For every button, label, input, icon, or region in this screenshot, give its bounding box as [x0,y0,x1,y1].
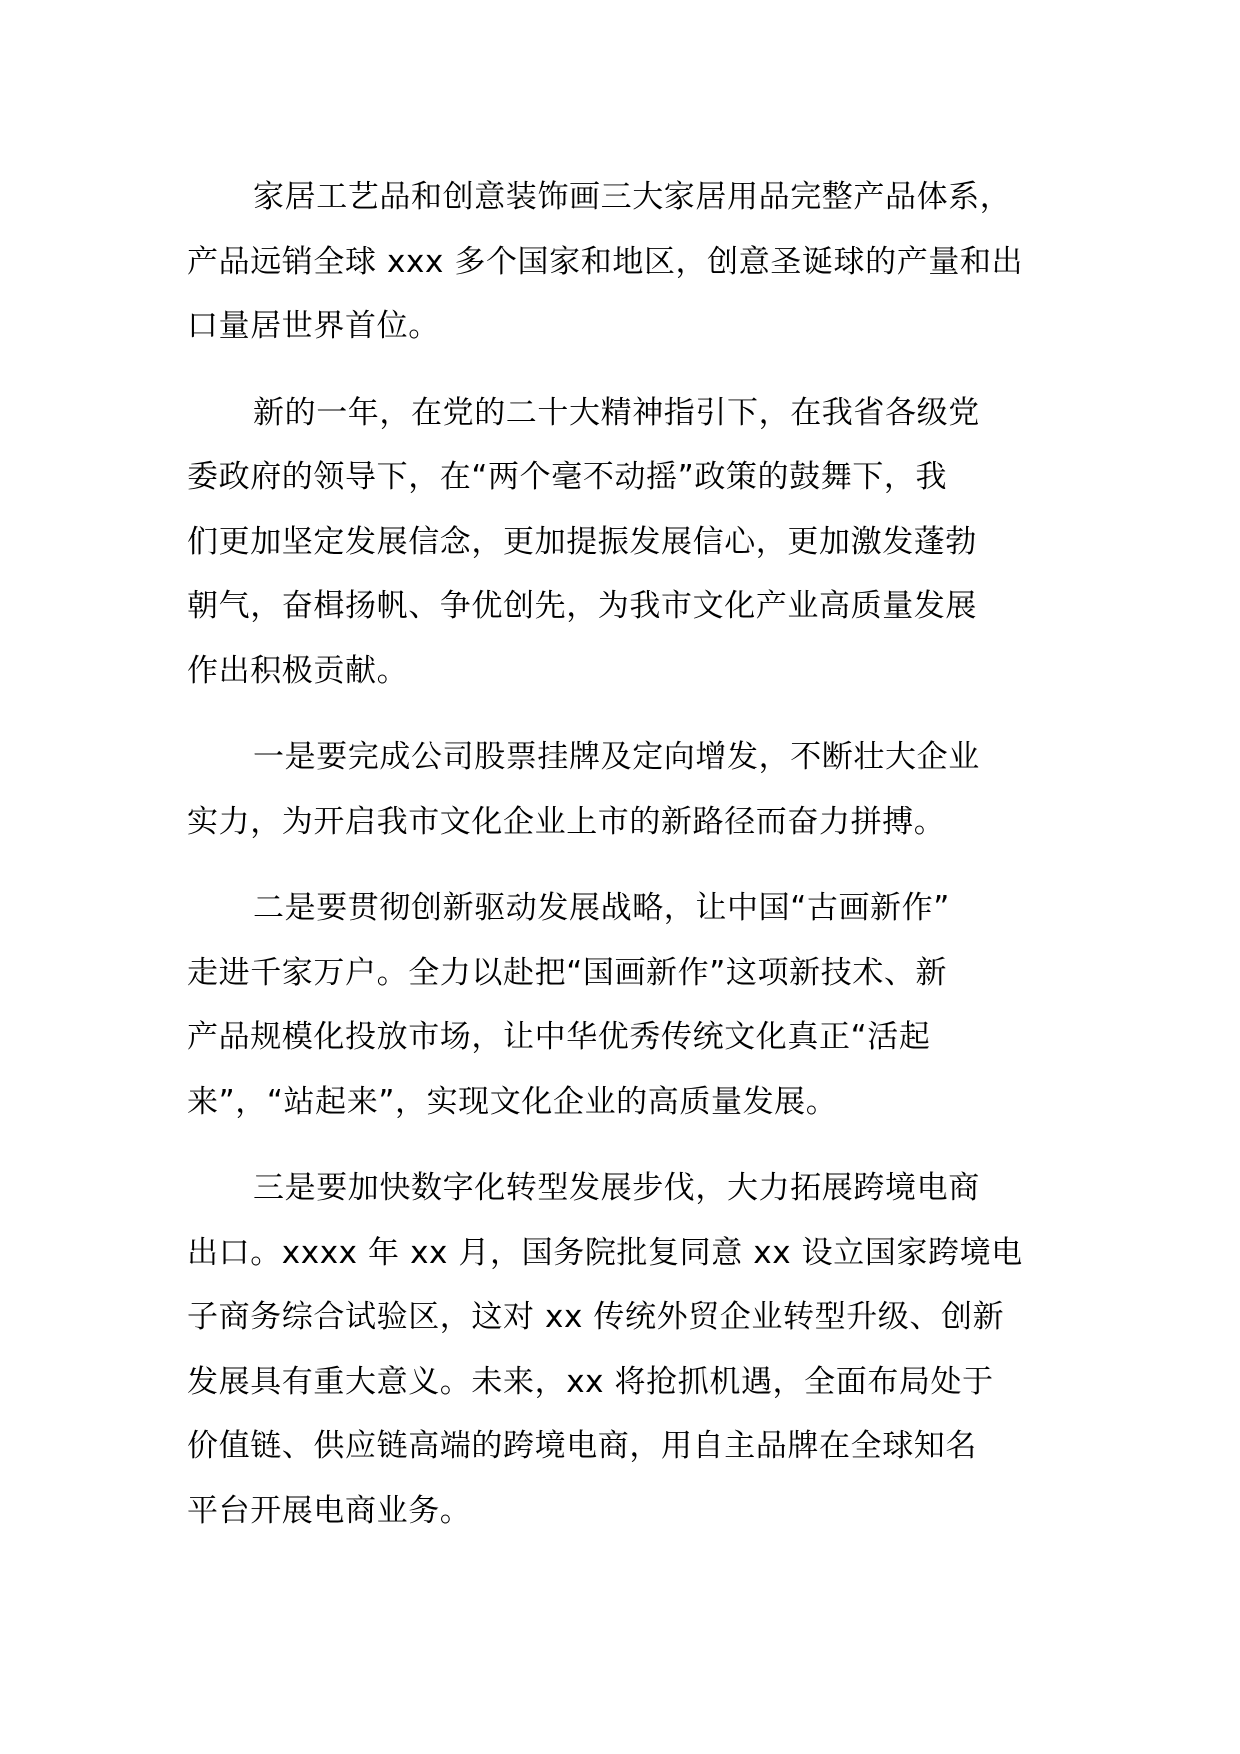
paragraph-new-year: 新的一年，在党的二十大精神指引下，在我省各级党 委政府的领导下，在“两个毫不动摇”政策的鼓舞下，我 们更加坚定发展信念，更加提振发展信心，更加激发蓬勃 朝气，奋楫扬帆、争优创先，为我市文化产业高质量发展 作出积极贡献。 [187,394,980,689]
paragraph-innovation: 二是要贯彻创新驱动发展战略，让中国“古画新作” 走进千家万户。全力以赴把“国画新作”这项新技术、新 产品规模化投放市场，让中华优秀传统文化真正“活起 来”，“站起来”，实现文化企业的高质量发展。 [187,890,950,1120]
document-body [187,165,1057,1565]
paragraph-product-system: 家居工艺品和创意装饰画三大家居用品完整产品体系， 产品远销全球 xxx 多个国家和地区，创意圣诞球的产量和出 口量居世界首位。 [187,179,1024,344]
paragraph-stock-listing: 一是要完成公司股票挂牌及定向增发，不断壮大企业 实力，为开启我市文化企业上市的新路径而奋力拼搏。 [187,739,980,840]
paragraph-digital-transformation: 三是要加快数字化转型发展步伐，大力拓展跨境电商 出口。xxxx 年 xx 月，国务院批复同意 xx 设立国家跨境电 子商务综合试验区，这对 xx 传统外贸企业转型升级、创新 发展具有重大意义。未来，xx 将抢抓机遇，全面布局处于 价值链、供应链高端的跨境电商，用自主品牌在全球知名 平台开展电商业务。 [187,1170,1023,1529]
